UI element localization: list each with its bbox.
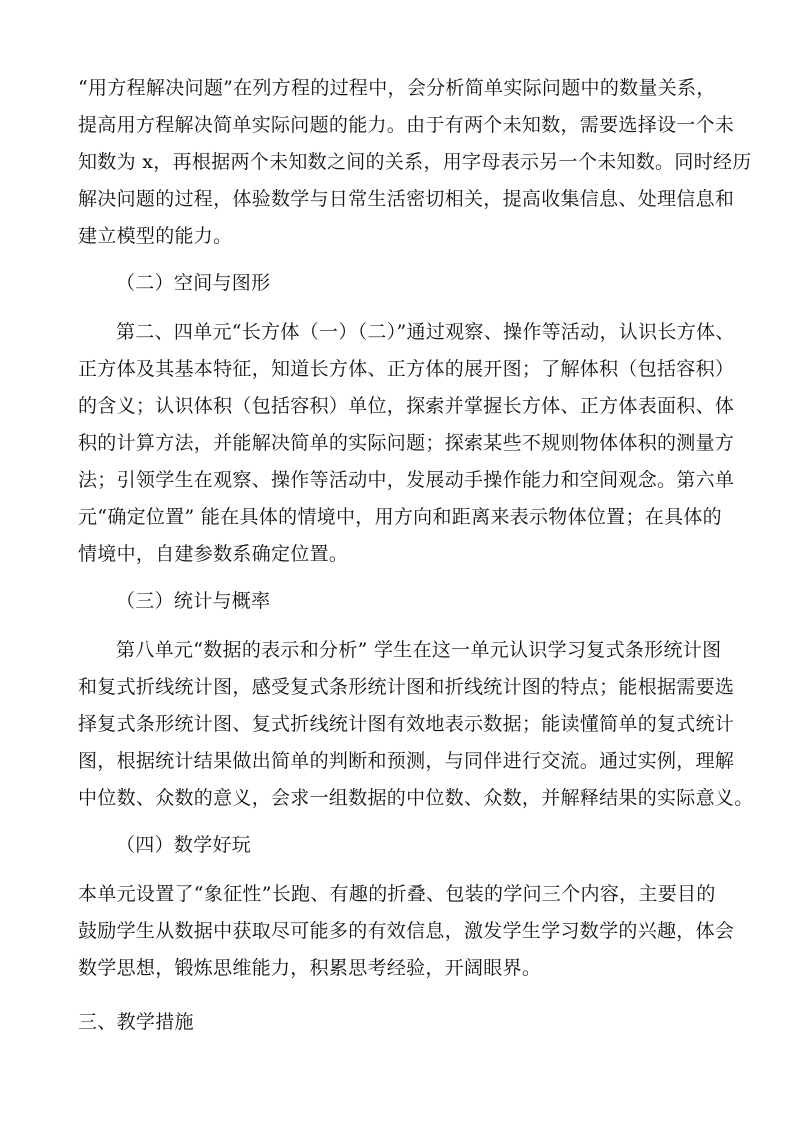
subsection-heading: （三）统计与概率	[116, 590, 271, 612]
paragraph-line: 情境中，自建参数系确定位置。	[78, 543, 349, 565]
paragraph-line: 择复式条形统计图、复式折线统计图有效地表示数据；能读懂简单的复式统计	[78, 713, 735, 735]
paragraph-line: 建立模型的能力。	[78, 225, 233, 247]
paragraph-line: 图，根据统计结果做出简单的判断和预测，与同伴进行交流。通过实例，理解	[78, 750, 735, 772]
subsection-heading: （四）数学好玩	[116, 834, 252, 856]
paragraph-line: 积的计算方法，并能解决简单的实际问题；探索某些不规则物体体积的测量方	[78, 432, 735, 454]
subsection-heading: （二）空间与图形	[116, 272, 271, 294]
paragraph-line: 第八单元“数据的表示和分析” 学生在这一单元认识学习复式条形统计图	[116, 639, 722, 661]
paragraph-line: 鼓励学生从数据中获取尽可能多的有效信息，激发学生学习数学的兴趣，体会	[78, 920, 735, 942]
paragraph-line: “用方程解决问题”在列方程的过程中，会分析简单实际问题中的数量关系，	[78, 77, 716, 99]
paragraph-line: 的含义；认识体积（包括容积）单位，探索并掌握长方体、正方体表面积、体	[78, 395, 735, 417]
paragraph-line: 正方体及其基本特征，知道长方体、正方体的展开图；了解体积（包括容积）	[78, 358, 735, 380]
paragraph-line: 元“确定位置” 能在具体的情境中，用方向和距离来表示物体位置；在具体的	[78, 506, 722, 528]
paragraph-line: 和复式折线统计图，感受复式条形统计图和折线统计图的特点；能根据需要选	[78, 676, 735, 698]
paragraph-line: 数学思想，锻炼思维能力，积累思考经验，开阔眼界。	[78, 957, 542, 979]
paragraph-line: 法；引领学生在观察、操作等活动中，发展动手操作能力和空间观念。第六单	[78, 469, 735, 491]
paragraph-line: 提高用方程解决简单实际问题的能力。由于有两个未知数，需要选择设一个未	[78, 114, 735, 136]
paragraph-line: 本单元设置了“象征性”长跑、有趣的折叠、包装的学问三个内容，主要目的	[78, 883, 716, 905]
section-title: 三、教学措施	[78, 1011, 194, 1033]
paragraph-line: 解决问题的过程，体验数学与日常生活密切相关，提高收集信息、处理信息和	[78, 188, 735, 210]
paragraph-line: 知数为 x，再根据两个未知数之间的关系，用字母表示另一个未知数。同时经历	[78, 151, 752, 173]
paragraph-line: 第二、四单元“长方体（一）（二）”通过观察、操作等活动，认识长方体、	[116, 321, 735, 343]
paragraph-line: 中位数、众数的意义，会求一组数据的中位数、众数，并解释结果的实际意义。	[78, 787, 754, 809]
